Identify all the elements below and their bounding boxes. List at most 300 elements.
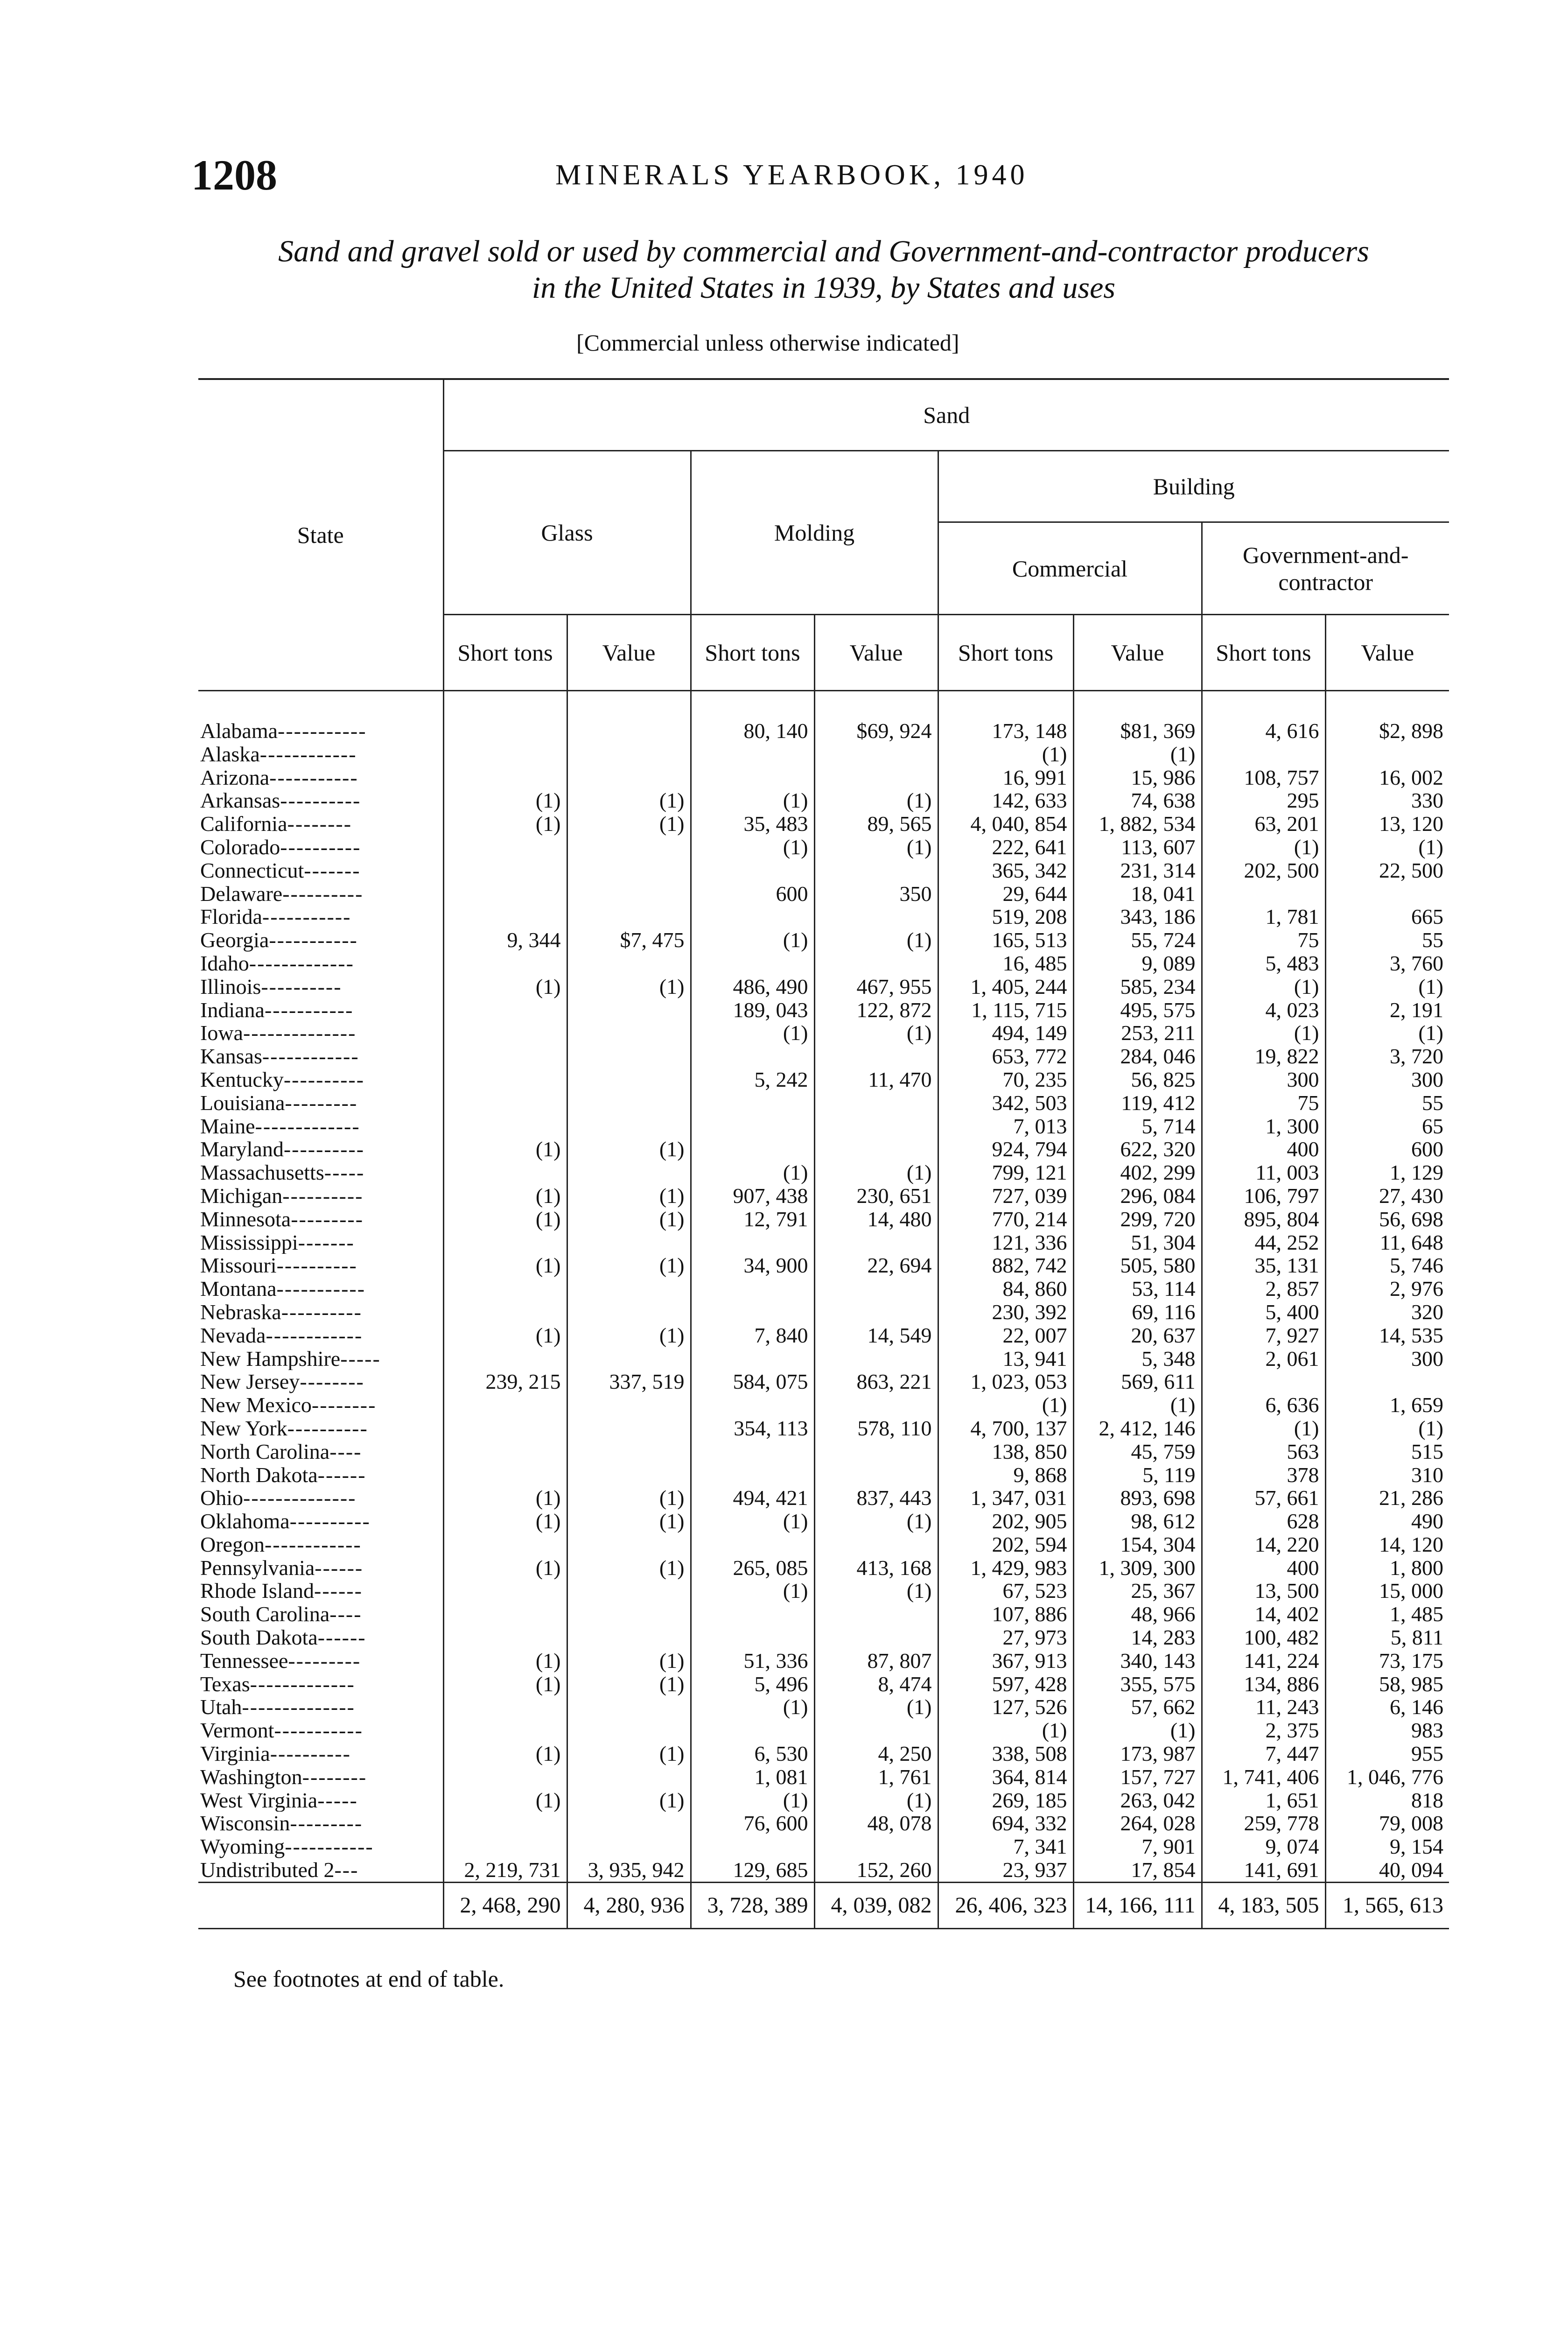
table-cell [814, 766, 938, 789]
table-row [198, 1138, 1449, 1161]
state-label: Tennessee [200, 1649, 288, 1673]
leader-dots: ------------ [262, 1045, 359, 1068]
table-cell: (1) [443, 812, 567, 836]
table-cell [814, 1463, 938, 1487]
table-cell: 141, 224 [1202, 1649, 1325, 1673]
table-cell: (1) [1325, 975, 1449, 998]
state-label: New Mexico [200, 1393, 312, 1417]
table-cell: 563 [1202, 1440, 1325, 1463]
table-cell: 1, 347, 031 [938, 1486, 1073, 1510]
table-cell: 337, 519 [567, 1370, 691, 1393]
state-name [198, 1858, 443, 1882]
table-cell: 6, 636 [1202, 1393, 1325, 1417]
table-cell: 299, 720 [1073, 1208, 1202, 1231]
table-row [198, 1695, 1449, 1719]
state-label: Utah [200, 1695, 242, 1719]
table-row [198, 1789, 1449, 1812]
state-name [198, 691, 443, 743]
table-cell [567, 766, 691, 789]
table-cell [691, 1440, 814, 1463]
state-name [198, 1533, 443, 1556]
table-cell [691, 1533, 814, 1556]
table-cell: (1) [443, 1510, 567, 1533]
table-cell [691, 952, 814, 975]
table-cell: 9, 074 [1202, 1835, 1325, 1858]
table-cell: 5, 811 [1325, 1626, 1449, 1649]
table-cell: 44, 252 [1202, 1231, 1325, 1254]
state-label: Louisiana [200, 1091, 285, 1115]
state-name [198, 1510, 443, 1533]
table-cell: (1) [814, 1695, 938, 1719]
table-row [198, 1719, 1449, 1742]
table-cell: 893, 698 [1073, 1486, 1202, 1510]
table-cell: (1) [691, 928, 814, 952]
leader-dots: ---------- [282, 882, 364, 906]
table-cell: 6, 146 [1325, 1695, 1449, 1719]
leader-dots: ------------ [266, 1323, 363, 1347]
table-cell: (1) [938, 1719, 1073, 1742]
leader-dots: ------- [304, 858, 361, 882]
state-name [198, 859, 443, 882]
table-cell [814, 1603, 938, 1626]
table-cell [443, 1695, 567, 1719]
table-cell: 310 [1325, 1463, 1449, 1487]
table-cell [567, 952, 691, 975]
table-cell: 2, 061 [1202, 1347, 1325, 1371]
table-cell [567, 882, 691, 906]
leader-dots: ------------ [259, 742, 357, 766]
table-cell [567, 1533, 691, 1556]
table-cell: 264, 028 [1073, 1812, 1202, 1835]
table-cell: 770, 214 [938, 1208, 1073, 1231]
table-cell [691, 743, 814, 766]
table-cell: 165, 513 [938, 928, 1073, 952]
table-cell: 14, 549 [814, 1324, 938, 1347]
table-cell: 152, 260 [814, 1858, 938, 1882]
table-cell: 20, 637 [1073, 1324, 1202, 1347]
table-cell [443, 691, 567, 743]
table-cell [443, 1440, 567, 1463]
state-name [198, 1649, 443, 1673]
table-row [198, 789, 1449, 812]
table-cell: 1, 129 [1325, 1161, 1449, 1184]
leader-dots: ---------- [281, 1300, 362, 1324]
table-cell: 202, 500 [1202, 859, 1325, 882]
leader-dots: ---------- [282, 1184, 364, 1208]
table-cell: 25, 367 [1073, 1579, 1202, 1603]
table-cell: 107, 886 [938, 1603, 1073, 1626]
total-cell: 1, 565, 613 [1325, 1882, 1449, 1928]
table-cell: 400 [1202, 1138, 1325, 1161]
table-cell: 55 [1325, 1091, 1449, 1115]
state-name [198, 1277, 443, 1301]
table-cell [567, 1161, 691, 1184]
state-label: North Dakota [200, 1463, 318, 1487]
leader-dots: ----------- [269, 928, 358, 952]
table-cell: 202, 905 [938, 1510, 1073, 1533]
table-row [198, 1231, 1449, 1254]
table-cell: 75 [1202, 1091, 1325, 1115]
table-cell: 1, 761 [814, 1765, 938, 1789]
table-row [198, 1115, 1449, 1138]
table-cell: 79, 008 [1325, 1812, 1449, 1835]
table-cell: 3, 935, 942 [567, 1858, 691, 1882]
leader-dots: ---------- [283, 1138, 365, 1161]
table-row [198, 1301, 1449, 1324]
table-cell: 600 [1325, 1138, 1449, 1161]
table-cell: (1) [443, 975, 567, 998]
table-cell: 253, 211 [1073, 1021, 1202, 1045]
table-cell: (1) [443, 1556, 567, 1580]
table-cell [567, 1068, 691, 1091]
table-cell: (1) [691, 1695, 814, 1719]
table-cell: (1) [691, 1789, 814, 1812]
state-name [198, 1184, 443, 1208]
state-label: Iowa [200, 1021, 243, 1045]
table-cell: 585, 234 [1073, 975, 1202, 998]
table-cell [443, 1347, 567, 1371]
table-cell: 2, 412, 146 [1073, 1417, 1202, 1440]
table-cell [567, 1695, 691, 1719]
table-cell: 350 [814, 882, 938, 906]
table-cell: (1) [814, 1510, 938, 1533]
leader-dots: --------- [290, 1812, 363, 1835]
state-name [198, 1486, 443, 1510]
table-caption [196, 233, 1451, 306]
state-name [198, 812, 443, 836]
table-row [198, 905, 1449, 928]
table-cell: 154, 304 [1073, 1533, 1202, 1556]
table-cell [814, 1393, 938, 1417]
table-cell [814, 1138, 938, 1161]
table-cell [814, 859, 938, 882]
leader-dots: -------------- [242, 1695, 355, 1719]
state-label: Missouri [200, 1254, 277, 1278]
table-cell [567, 1440, 691, 1463]
state-label: Mississippi [200, 1230, 298, 1254]
state-label: Maryland [200, 1138, 284, 1161]
table-cell: 13, 500 [1202, 1579, 1325, 1603]
table-cell: 106, 797 [1202, 1184, 1325, 1208]
table-cell: (1) [567, 1789, 691, 1812]
table-cell: 17, 854 [1073, 1858, 1202, 1882]
table-cell: 239, 215 [443, 1370, 567, 1393]
table-cell: 486, 490 [691, 975, 814, 998]
page-number: 1208 [191, 151, 277, 199]
table-cell [443, 1812, 567, 1835]
table-cell: (1) [567, 1486, 691, 1510]
table-cell: 259, 778 [1202, 1812, 1325, 1835]
table-cell: $69, 924 [814, 691, 938, 743]
state-label: Oklahoma [200, 1510, 290, 1533]
table-cell [691, 1463, 814, 1487]
table-cell: 15, 986 [1073, 766, 1202, 789]
table-cell [443, 1533, 567, 1556]
leader-dots: ----------- [274, 1719, 363, 1743]
state-name [198, 952, 443, 975]
leader-dots: ----------- [269, 766, 358, 789]
table-cell: 57, 662 [1073, 1695, 1202, 1719]
state-label: West Virginia [200, 1788, 318, 1812]
table-cell: 11, 243 [1202, 1695, 1325, 1719]
table-row [198, 1393, 1449, 1417]
table-cell: 22, 007 [938, 1324, 1073, 1347]
table-cell: (1) [567, 1138, 691, 1161]
total-cell: 26, 406, 323 [938, 1882, 1073, 1928]
table-cell: (1) [567, 1556, 691, 1580]
table-cell: 5, 714 [1073, 1115, 1202, 1138]
table-cell: 895, 804 [1202, 1208, 1325, 1231]
table-cell: 4, 250 [814, 1742, 938, 1765]
state-name [198, 882, 443, 906]
table-row [198, 1254, 1449, 1277]
table-cell: (1) [567, 1208, 691, 1231]
state-name [198, 1138, 443, 1161]
table-cell [814, 1301, 938, 1324]
table-cell: 863, 221 [814, 1370, 938, 1393]
table-cell: 7, 840 [691, 1324, 814, 1347]
table-cell [443, 952, 567, 975]
table-cell: 15, 000 [1325, 1579, 1449, 1603]
table-cell: 4, 700, 137 [938, 1417, 1073, 1440]
leader-dots: ------ [317, 1463, 366, 1487]
table-cell: 494, 149 [938, 1021, 1073, 1045]
table-cell: $2, 898 [1325, 691, 1449, 743]
table-cell [691, 1301, 814, 1324]
table-cell: 22, 500 [1325, 859, 1449, 882]
table-cell: 7, 901 [1073, 1835, 1202, 1858]
state-label: Virginia [200, 1742, 270, 1765]
table-cell [691, 1277, 814, 1301]
table-cell: 23, 937 [938, 1858, 1073, 1882]
table-cell: 80, 140 [691, 691, 814, 743]
table-cell: 48, 078 [814, 1812, 938, 1835]
state-name [198, 1695, 443, 1719]
table-row [198, 1835, 1449, 1858]
leader-dots: ---------- [270, 1742, 351, 1765]
state-name [198, 1045, 443, 1068]
table-cell: 74, 638 [1073, 789, 1202, 812]
total-cell: 3, 728, 389 [691, 1882, 814, 1928]
table-cell [567, 1393, 691, 1417]
table-cell [567, 1115, 691, 1138]
leader-dots: ------------- [255, 1114, 360, 1138]
table-row [198, 975, 1449, 998]
state-name [198, 1161, 443, 1184]
state-name [198, 975, 443, 998]
state-name [198, 1347, 443, 1371]
table-cell: 300 [1325, 1068, 1449, 1091]
leader-dots: ---------- [289, 1510, 371, 1533]
table-row [198, 1184, 1449, 1208]
table-cell: 494, 421 [691, 1486, 814, 1510]
table-cell: 7, 013 [938, 1115, 1073, 1138]
state-name [198, 1370, 443, 1393]
table-cell [567, 1463, 691, 1487]
table-cell: 75 [1202, 928, 1325, 952]
state-name [198, 1742, 443, 1765]
table-cell: 355, 575 [1073, 1673, 1202, 1696]
state-name [198, 1719, 443, 1742]
table-cell: (1) [443, 1138, 567, 1161]
table-cell [443, 1115, 567, 1138]
leader-dots: ------- [298, 1230, 355, 1254]
table-cell: 653, 772 [938, 1045, 1073, 1068]
state-label: Nevada [200, 1323, 266, 1347]
commercial-header: Commercial [938, 522, 1202, 615]
table-cell: 727, 039 [938, 1184, 1073, 1208]
table-cell: 35, 483 [691, 812, 814, 836]
table-cell [691, 905, 814, 928]
state-label: Wisconsin [200, 1812, 290, 1835]
table-cell: 56, 698 [1325, 1208, 1449, 1231]
leader-dots: ---------- [283, 1068, 365, 1091]
table-cell: 364, 814 [938, 1765, 1073, 1789]
table-cell: 27, 430 [1325, 1184, 1449, 1208]
table-cell: 365, 342 [938, 859, 1073, 882]
table-cell [567, 1045, 691, 1068]
table-cell: (1) [567, 975, 691, 998]
table-cell: 490 [1325, 1510, 1449, 1533]
table-cell [691, 1045, 814, 1068]
table-cell: 5, 242 [691, 1068, 814, 1091]
table-cell: 5, 400 [1202, 1301, 1325, 1324]
table-cell: $7, 475 [567, 928, 691, 952]
building-group-header: Building [938, 451, 1449, 522]
table-cell: 338, 508 [938, 1742, 1073, 1765]
state-label: Massachusetts [200, 1161, 324, 1184]
table-row [198, 1277, 1449, 1301]
table-row [198, 882, 1449, 906]
leader-dots: ---------- [276, 1254, 357, 1278]
table-cell: 231, 314 [1073, 859, 1202, 882]
table-row [198, 1347, 1449, 1371]
leader-dots: -------------- [243, 1021, 357, 1045]
state-name [198, 1835, 443, 1858]
table-cell: (1) [814, 1021, 938, 1045]
state-label: Colorado [200, 835, 280, 859]
table-cell: $81, 369 [1073, 691, 1202, 743]
state-name [198, 1254, 443, 1277]
table-cell: 342, 503 [938, 1091, 1073, 1115]
table-cell: 495, 575 [1073, 998, 1202, 1022]
table-cell [567, 1417, 691, 1440]
table-cell [567, 1579, 691, 1603]
table-cell: 818 [1325, 1789, 1449, 1812]
state-name [198, 1301, 443, 1324]
state-label: Kentucky [200, 1068, 284, 1091]
state-label: Washington [200, 1765, 302, 1789]
table-cell: 34, 900 [691, 1254, 814, 1277]
state-label: Arizona [200, 766, 270, 789]
table-cell [443, 1417, 567, 1440]
table-cell [1325, 1370, 1449, 1393]
table-cell: 2, 191 [1325, 998, 1449, 1022]
table-cell [814, 743, 938, 766]
table-cell: 1, 429, 983 [938, 1556, 1073, 1580]
table-row [198, 836, 1449, 859]
table-cell: (1) [691, 1161, 814, 1184]
table-cell: 9, 154 [1325, 1835, 1449, 1858]
leader-dots: -------- [302, 1765, 367, 1789]
table-cell: 1, 405, 244 [938, 975, 1073, 998]
table-cell: (1) [814, 1161, 938, 1184]
table-row [198, 1324, 1449, 1347]
table-subtitle: [Commercial unless otherwise indicated] [576, 330, 959, 356]
table-cell: 1, 651 [1202, 1789, 1325, 1812]
table-cell: 983 [1325, 1719, 1449, 1742]
state-label: South Dakota [200, 1626, 318, 1649]
table-cell: 58, 985 [1325, 1673, 1449, 1696]
state-label: North Carolina [200, 1440, 330, 1463]
government-contractor-header: Government-and-contractor [1202, 522, 1449, 615]
state-label: Minnesota [200, 1207, 291, 1231]
table-cell: 1, 741, 406 [1202, 1765, 1325, 1789]
table-cell: (1) [443, 1184, 567, 1208]
table-cell: 2, 857 [1202, 1277, 1325, 1301]
state-name [198, 1626, 443, 1649]
state-name [198, 1208, 443, 1231]
table-cell: (1) [567, 1184, 691, 1208]
leader-dots: ----- [340, 1347, 381, 1371]
table-cell: 21, 286 [1325, 1486, 1449, 1510]
state-name [198, 1417, 443, 1440]
table-cell: 14, 120 [1325, 1533, 1449, 1556]
table-row [198, 1208, 1449, 1231]
table-cell: 6, 530 [691, 1742, 814, 1765]
state-label: Pennsylvania [200, 1556, 315, 1580]
state-label: Alaska [200, 742, 260, 766]
table-cell: (1) [567, 812, 691, 836]
leader-dots: ----- [317, 1788, 358, 1812]
table-cell: (1) [567, 1742, 691, 1765]
table-cell: 5, 483 [1202, 952, 1325, 975]
table-cell: 11, 648 [1325, 1231, 1449, 1254]
table-cell: 1, 659 [1325, 1393, 1449, 1417]
leader-dots: ---------- [280, 835, 361, 859]
table-cell [443, 1021, 567, 1045]
table-cell: (1) [443, 1649, 567, 1673]
table-cell [443, 859, 567, 882]
state-label: Montana [200, 1277, 277, 1301]
table-cell: (1) [691, 789, 814, 812]
stub-header: State [198, 379, 443, 691]
table-cell: 799, 121 [938, 1161, 1073, 1184]
table-cell: 87, 807 [814, 1649, 938, 1673]
table-cell [814, 1719, 938, 1742]
table-cell: 340, 143 [1073, 1649, 1202, 1673]
table-row [198, 1370, 1449, 1393]
table-cell: 11, 470 [814, 1068, 938, 1091]
table-cell: (1) [1325, 1417, 1449, 1440]
table-cell: 515 [1325, 1440, 1449, 1463]
table-cell: 9, 344 [443, 928, 567, 952]
leader-dots: ---- [329, 1440, 362, 1463]
table-cell: 127, 526 [938, 1695, 1073, 1719]
molding-header: Molding [691, 451, 938, 615]
table-cell [567, 859, 691, 882]
leader-dots: -------- [287, 812, 352, 836]
table-cell [814, 1277, 938, 1301]
table-cell: 955 [1325, 1742, 1449, 1765]
table-cell: 70, 235 [938, 1068, 1073, 1091]
table-cell: 924, 794 [938, 1138, 1073, 1161]
leader-dots: ------ [317, 1626, 366, 1649]
state-label: Texas [200, 1672, 250, 1696]
table-cell: (1) [443, 1673, 567, 1696]
table-cell: 2, 375 [1202, 1719, 1325, 1742]
table-cell: 505, 580 [1073, 1254, 1202, 1277]
